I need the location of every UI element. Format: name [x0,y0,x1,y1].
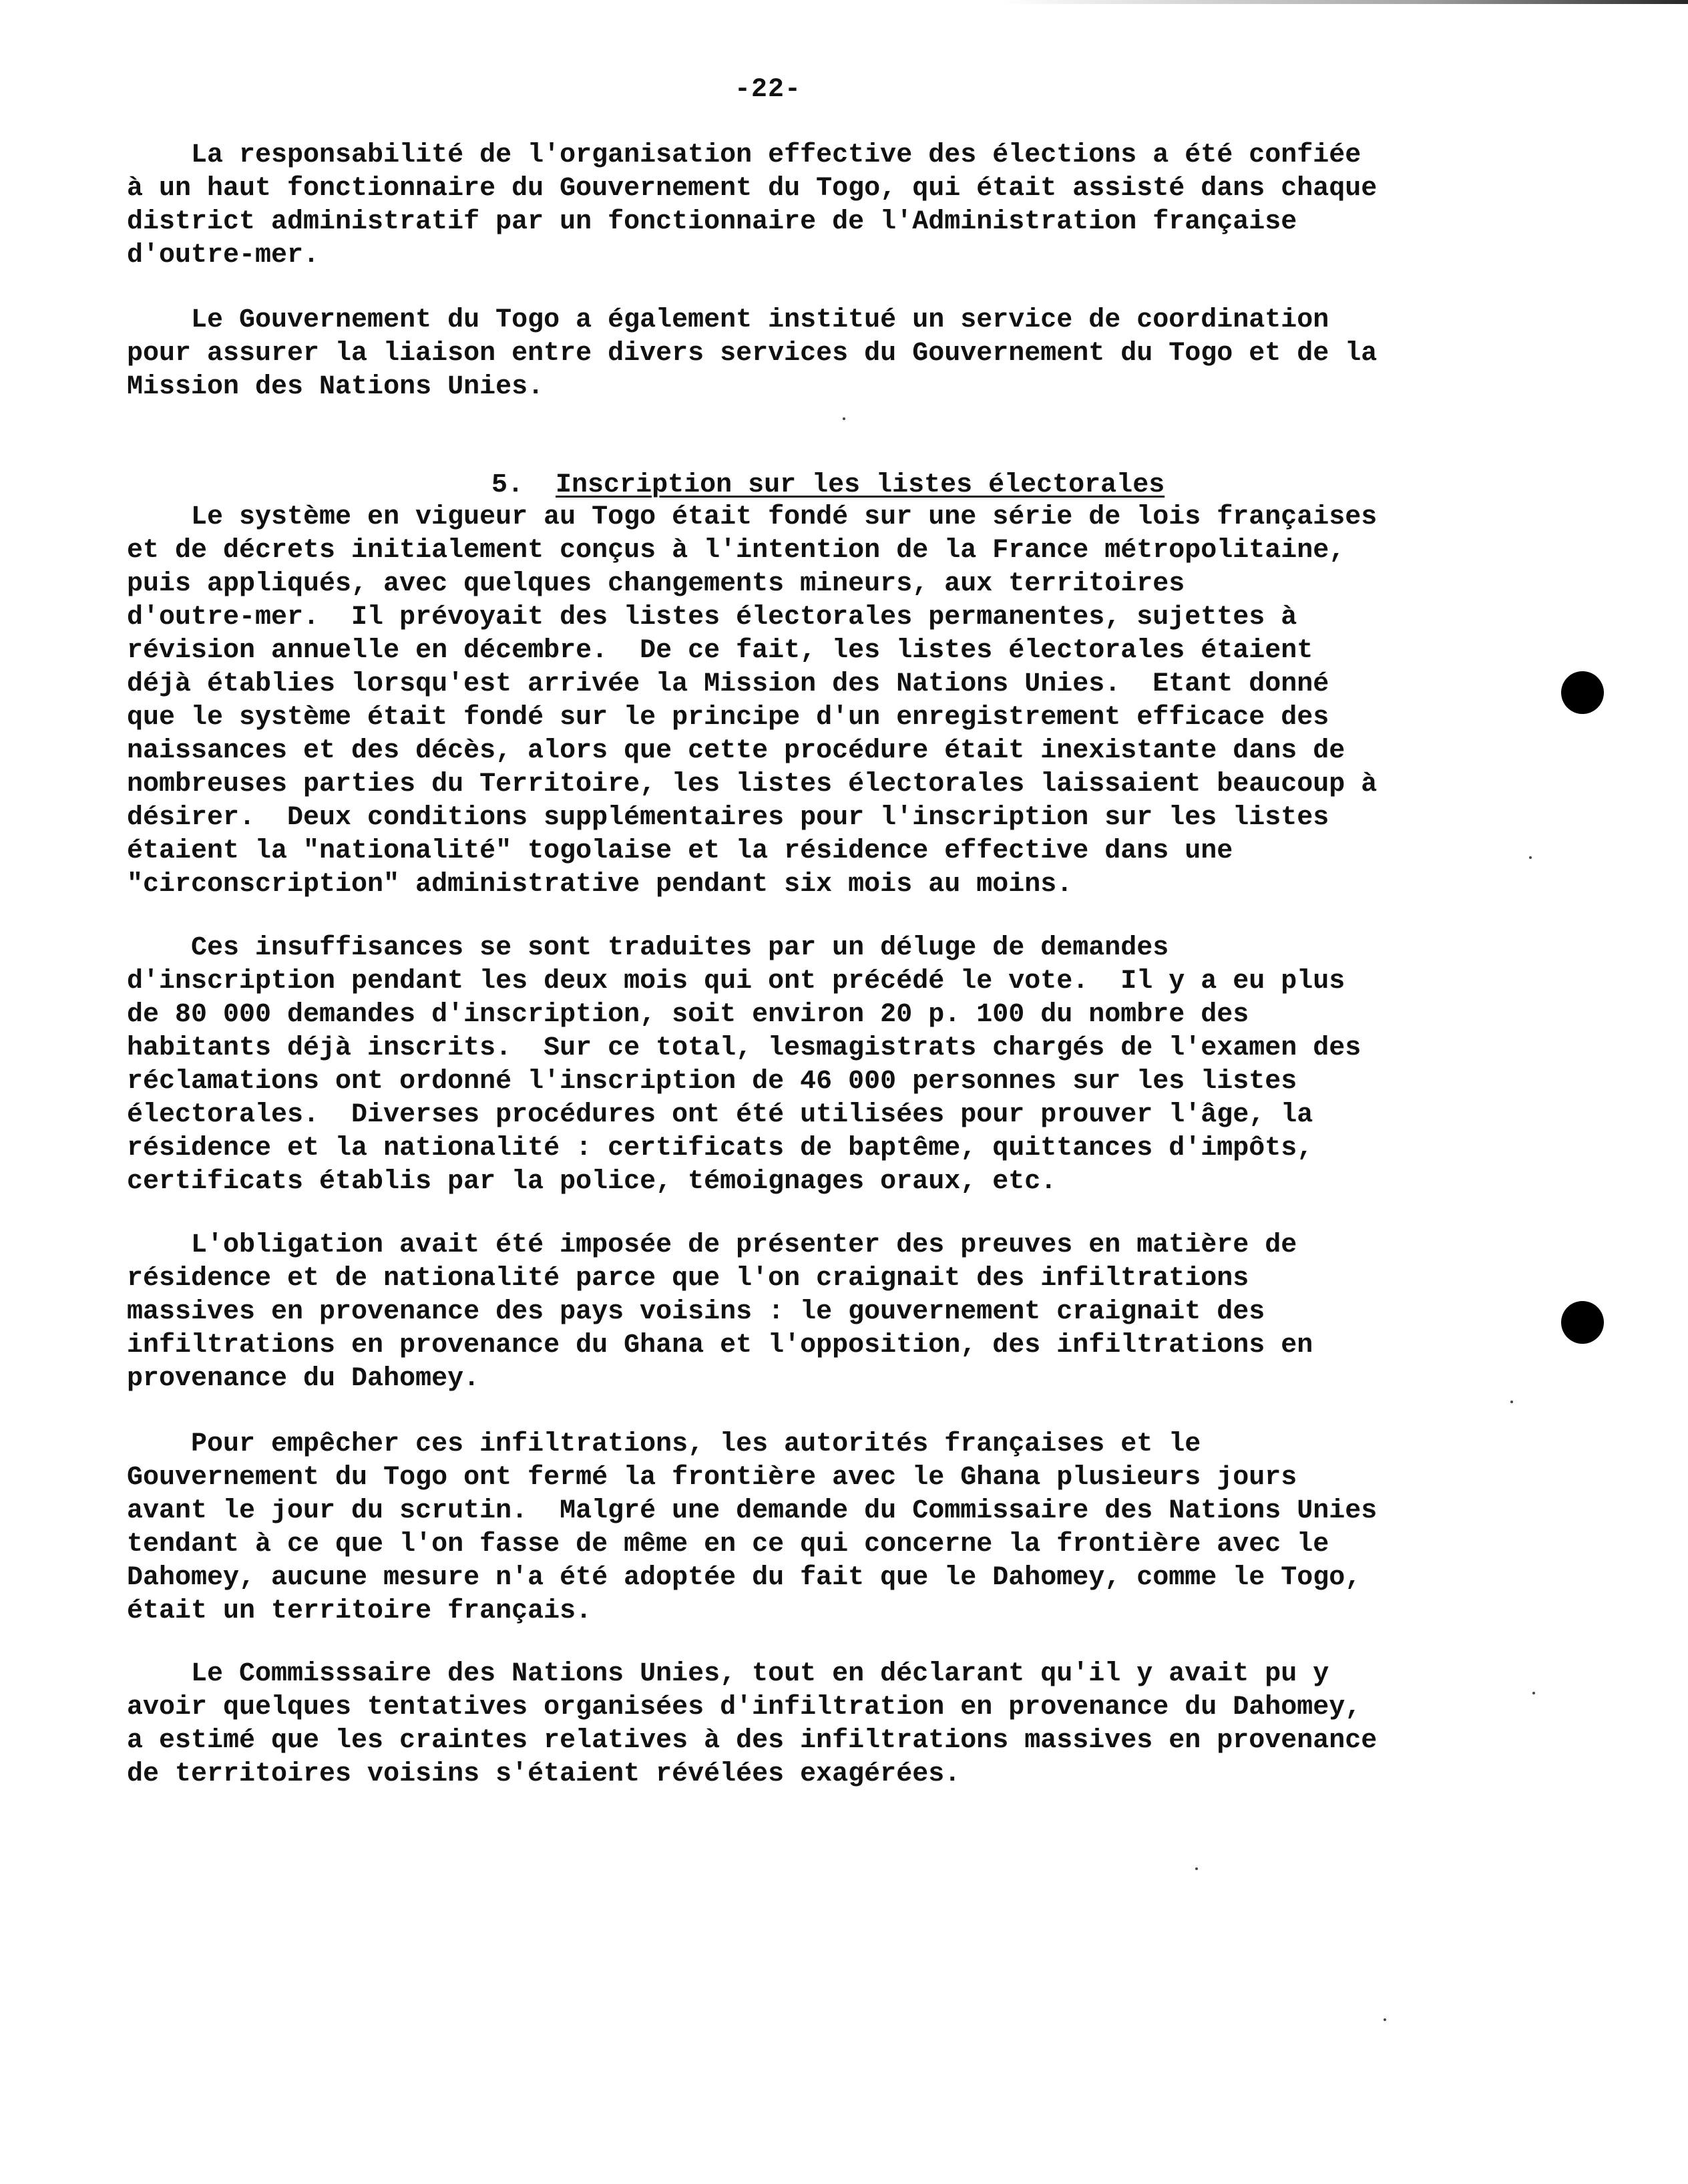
scan-speck [1532,1692,1535,1694]
scan-speck [843,417,845,420]
paragraph-6: Pour empêcher ces infiltrations, les autorités françaises et le Gouvernement du Togo ont fermé la frontière avec le Ghana plusieurs jours avant le jour du scrutin. Malgré une demande du Commissaire des Nations Unies tendant à ce que l'on fasse de même en ce qui concerne la frontière avec le Dahomey, aucune mesure n'a été adoptée du fait que le Dahomey, comme le Togo, était un territoire français. [127,1429,1378,1626]
scan-speck [1529,856,1532,859]
scan-speck [1384,2018,1386,2021]
paragraph-5: L'obligation avait été imposée de présenter des preuves en matière de résidence et de nationalité parce que l'on craignait des infiltrations massives en provenance des pays voisins : le gouvernement craignait des infiltrations en provenance du Ghana et l'opposition, des infiltrations en provenance du Dahomey. [127,1230,1313,1394]
punch-hole-mark [1561,671,1604,714]
scan-speck [1195,1867,1198,1870]
scan-speck [1510,1401,1513,1403]
paragraph-4: Ces insuffisances se sont traduites par un déluge de demandes d'inscription pendant les deux mois qui ont précédé le vote. Il y a eu plus de 80 000 demandes d'inscription, soit environ 20 p. 100 du nombre des habitants déjà inscrits. Sur ce total, lesmagistrats chargés de l'examen des réclamations ont ordonné l'inscription de 46 000 personnes sur les listes électorales. Diverses procédures ont été utilisées pour prouver l'âge, la résidence et la nationalité : certificats de baptême, quittances d'impôts, certificats établis par la police, témoignages oraux, etc. [127,933,1361,1197]
section-number: 5. [491,470,524,500]
paragraph-2: Le Gouvernement du Togo a également institué un service de coordination pour assurer la liaison entre divers services du Gouvernement du Togo et de la Mission des Nations Unies. [127,305,1378,402]
paragraph-7: Le Commisssaire des Nations Unies, tout en déclarant qu'il y avait pu y avoir quelques tentatives organisées d'infiltration en provenance du Dahomey, a estimé que les craintes relatives à des infiltrations massives en provenance de territoires voisins s'étaient révélées exagérées. [127,1659,1378,1789]
page-number: -22- [734,75,801,105]
scan-edge-line [1002,0,1688,4]
section-title: Inscription sur les listes électorales [556,470,1165,500]
paragraph-1: La responsabilité de l'organisation effective des élections a été confiée à un haut fonctionnaire du Gouvernement du Togo, qui était assisté dans chaque district administratif par un fonctionnaire de l'Administration française d'outre-mer. [127,140,1378,270]
punch-hole-mark [1561,1301,1604,1344]
paragraph-3: Le système en vigueur au Togo était fondé sur une série de lois françaises et de décrets initialement conçus à l'intention de la France métropolitaine, puis appliqués, avec quelques changements mineurs, aux territoires d'outre-mer. Il prévoyait des listes électorales permanentes, sujettes à révision annuelle en décembre. De ce fait, les listes électorales étaient déjà établies lorsqu'est arrivée la Mission des Nations Unies. Etant donné que le système était fondé sur le principe d'un enregistrement efficace des naissances et des décès, alors que cette procédure était inexistante dans de nombreuses parties du Territoire, les listes électorales laissaient beaucoup à désirer. Deux conditions supplémentaires pour l'inscription sur les listes étaient la "nationalité" togolaise et la résidence effective dans une "circonscription" administrative pendant six mois au moins. [127,502,1378,900]
